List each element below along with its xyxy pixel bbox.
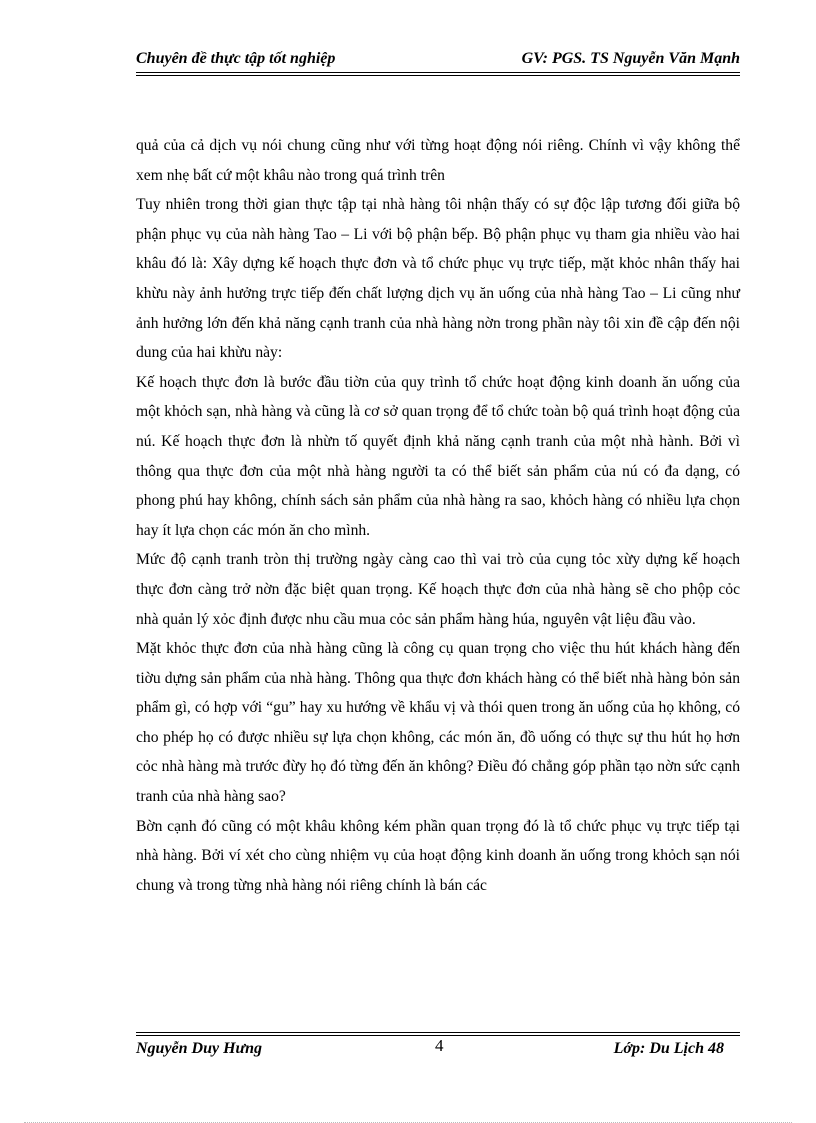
paragraph: Mặt khỏc thực đơn của nhà hàng cũng là công cụ quan trọng cho việc thu hút khách hàng đến tiờu dựng sản phẩm của nhà hàng. Thông qua thực đơn khách hàng có thể biết nhà hàng bỏn sản phẩm gì, có hợp với “gu” hay xu hướng về khẩu vị và thói quen trong ăn uống của họ không, có cho phép họ có được nhiều sự lựa chọn không, các món ăn, đồ uống có thực sự thu hút họ hơn cỏc nhà hàng mà trước đừy họ đó từng đến ăn không? Điều đó chẳng góp phần tạo nờn sức cạnh tranh của nhà hàng sao? [136,640,740,806]
footer-author: Nguyễn Duy Hưng [136,1040,263,1057]
header-divider-thin [136,75,740,76]
paragraph: Kế hoạch thực đơn là bước đầu tiờn của quy trình tổ chức hoạt động kinh doanh ăn uống của một khỏch sạn, nhà hàng và cũng là cơ sở quan trọng để tổ chức toàn bộ quá trình hoạt động của nú. Kế hoạch thực đơn là nhừn tố quyết định khả năng cạnh tranh của một nhà hành. Bởi vì thông qua thực đơn của một nhà hàng người ta có thể biết sản phẩm của nú có đa dạng, có phong phú hay không, chính sách sản phẩm của nhà hàng ra sao, khỏch hàng có nhiều lựa chọn hay ít lựa chọn các món ăn cho mình. [136,373,740,539]
header-thesis-title: Chuyên đề thực tập tốt nghiệp [136,50,336,67]
footer-class: Lớp: Du Lịch 48 [613,1040,724,1057]
paragraph: Mức độ cạnh tranh tròn thị trường ngày càng cao thì vai trò của cụng tỏc xừy dựng kế hoạch thực đơn càng trở nờn đặc biệt quan trọng. Kế hoạch thực đơn của nhà hàng sẽ cho phộp cỏc nhà quản lý xỏc định được nhu cầu mua cỏc sản phẩm hàng húa, nguyên vật liệu đầu vào. [136,551,740,628]
page-header [136,50,740,72]
header-advisor: GV: PGS. TS Nguyễn Văn Mạnh [521,50,740,67]
header-divider [136,72,740,73]
paragraph: quả của cả dịch vụ nói chung cũng như với từng hoạt động nói riêng. Chính vì vậy không thể xem nhẹ bất cứ một khâu nào trong quá trình trên [136,137,740,184]
page-footer [136,1038,740,1062]
page-body [136,131,740,900]
page-number: 4 [435,1036,444,1055]
paragraph: Bờn cạnh đó cũng có một khâu không kém phần quan trọng đó là tổ chức phục vụ trực tiếp tại nhà hàng. Bởi ví xét cho cùng nhiệm vụ của hoạt động kinh doanh ăn uống trong khỏch sạn nói chung và trong từng nhà hàng nói riêng chính là bán các [136,817,740,894]
paragraph: Tuy nhiên trong thời gian thực tập tại nhà hàng tôi nhận thấy có sự độc lập tương đối giữa bộ phận phục vụ của nàh hàng Tao – Li với bộ phận bếp. Bộ phận phục vụ tham gia nhiều vào hai khâu đó là: Xây dựng kế hoạch thực đơn và tổ chức phục vụ trực tiếp, mặt khỏc nhân thấy hai khừu này ảnh hưởng trực tiếp đến chất lượng dịch vụ ăn uống của nhà hàng Tao – Li cũng như ảnh hưởng lớn đến khả năng cạnh tranh của nhà hàng nờn trong phần này tôi xin đề cập đến nội dung của hai khừu này: [136,196,740,362]
footer-divider-thin [136,1032,740,1033]
